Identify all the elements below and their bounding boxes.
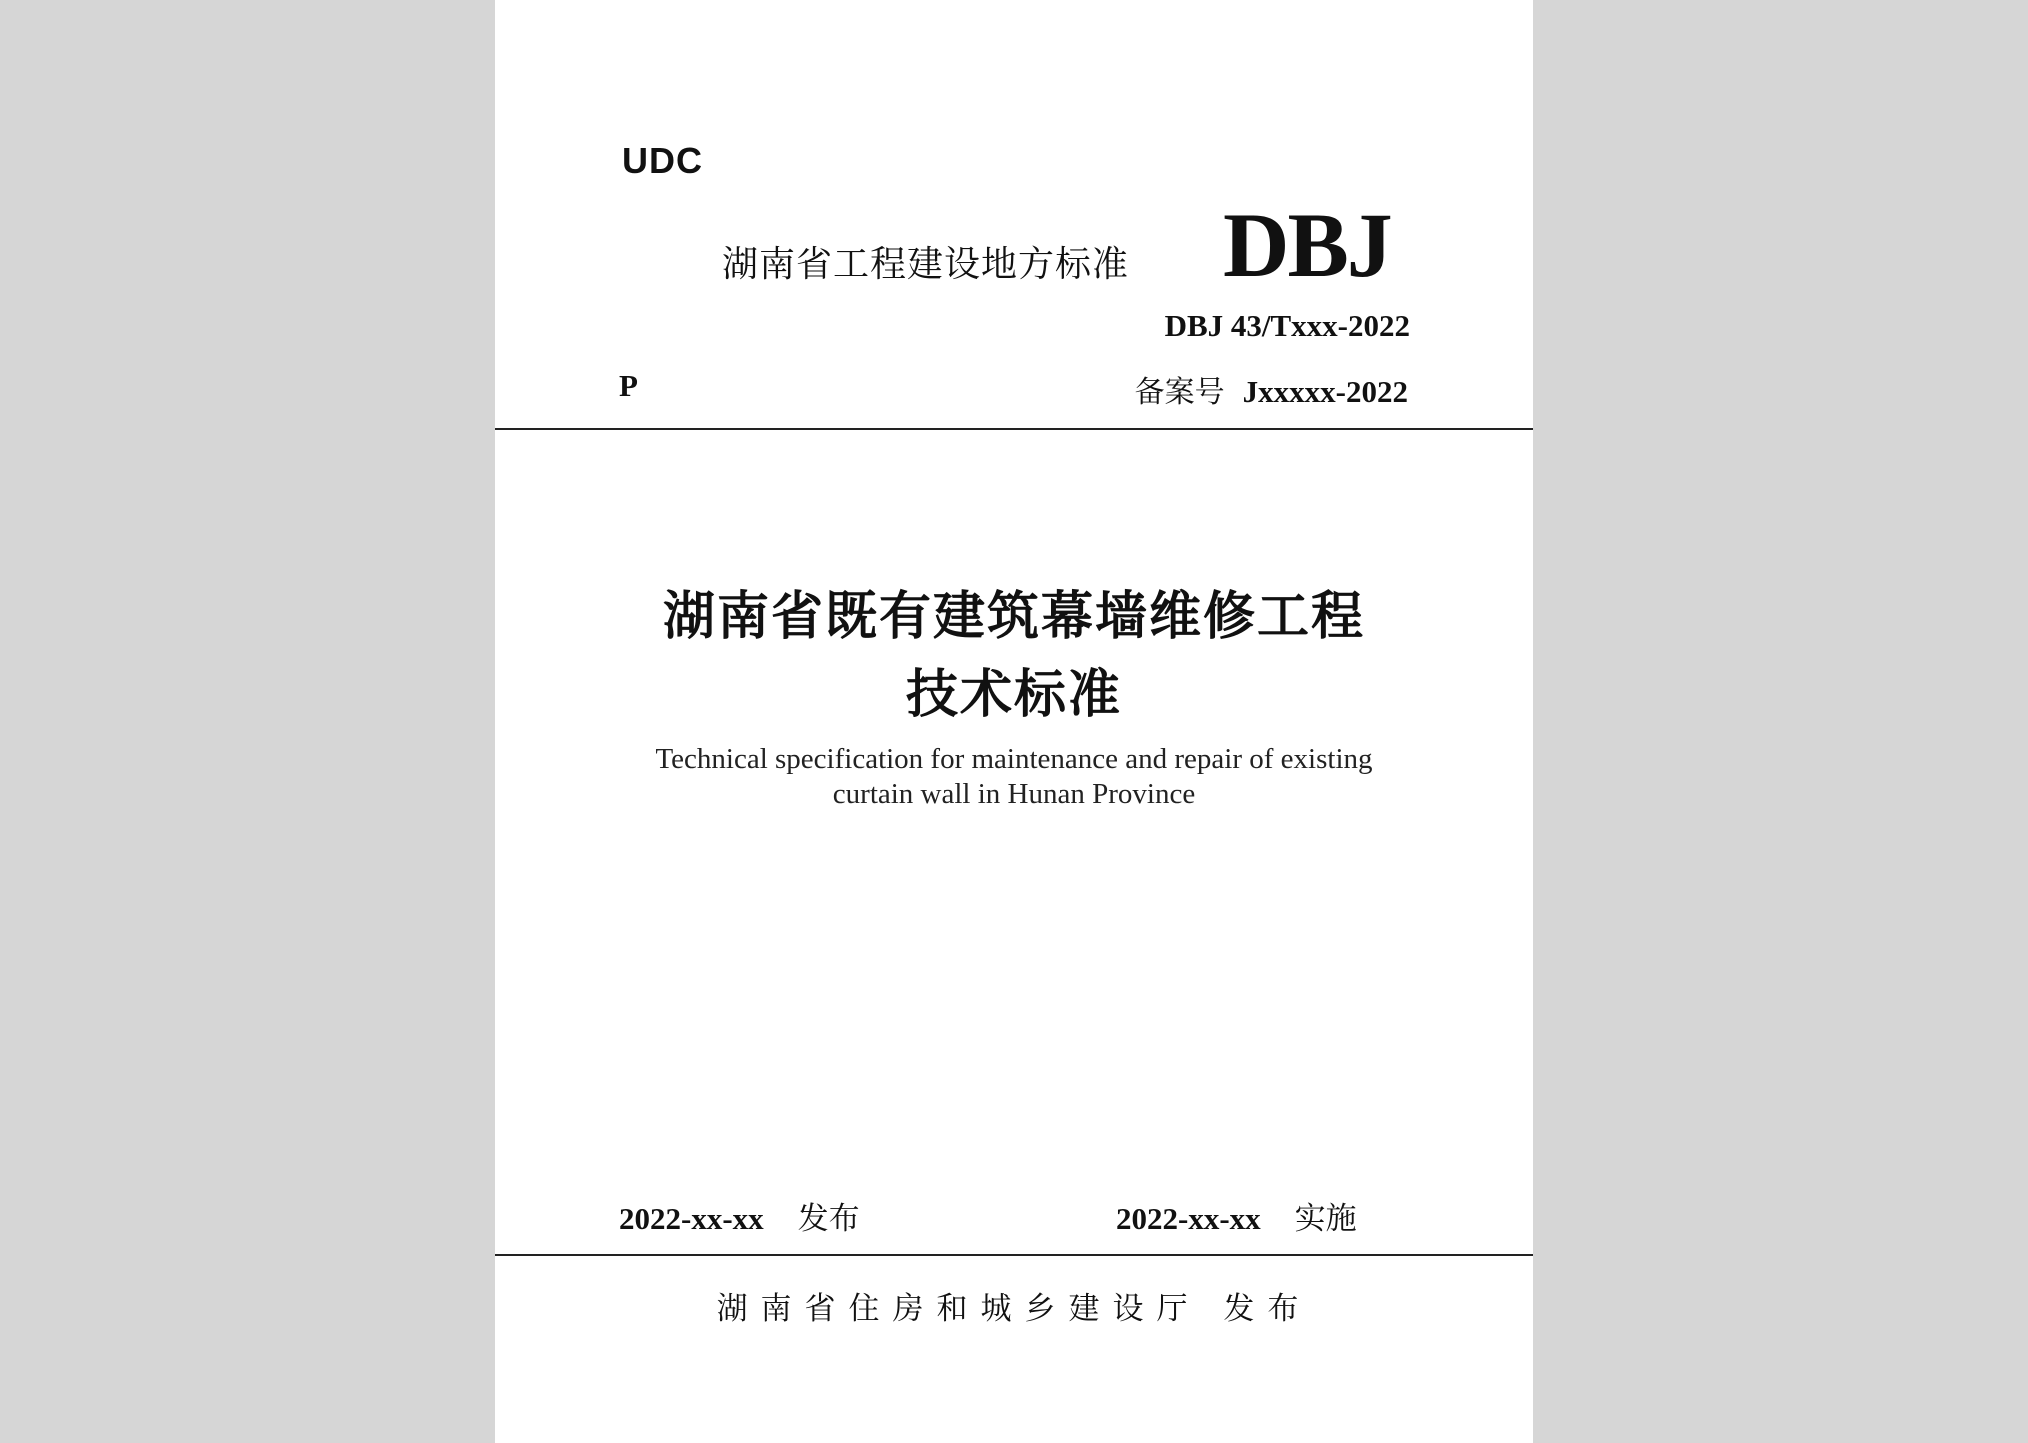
record-label: 备案号 [1134,375,1225,410]
effective-date: 2022-xx-xx [1116,1201,1261,1236]
top-divider [495,428,1533,430]
issue-date: 2022-xx-xx [619,1201,764,1236]
document-page [495,0,1533,1443]
publisher: 湖南省住房和城乡建设厅 发布 [716,1291,1312,1327]
standard-number: DBJ 43/Txxx-2022 [1164,308,1410,343]
standard-code-big: DBJ [1223,194,1391,296]
effective-word: 实施 [1294,1201,1357,1237]
title-en-line-2: curtain wall in Hunan Province [832,778,1196,810]
p-label: P [619,368,638,403]
title-cn-line-2: 技术标准 [905,664,1122,725]
issue-date-line [619,1193,860,1238]
effective-date-line [1116,1193,1357,1238]
title-en-line-1: Technical specification for maintenance and repair of existing [655,743,1373,775]
record-number: Jxxxxx-2022 [1242,374,1408,409]
title-chinese [495,578,1533,734]
udc-label: UDC [622,140,703,181]
title-cn-line-1: 湖南省既有建筑幕墙维修工程 [662,586,1365,647]
issue-word: 发布 [797,1201,860,1237]
record-number-line [1135,367,1408,411]
bottom-divider [495,1254,1533,1256]
standard-category: 湖南省工程建设地方标准 [722,244,1130,285]
title-english [495,742,1533,812]
